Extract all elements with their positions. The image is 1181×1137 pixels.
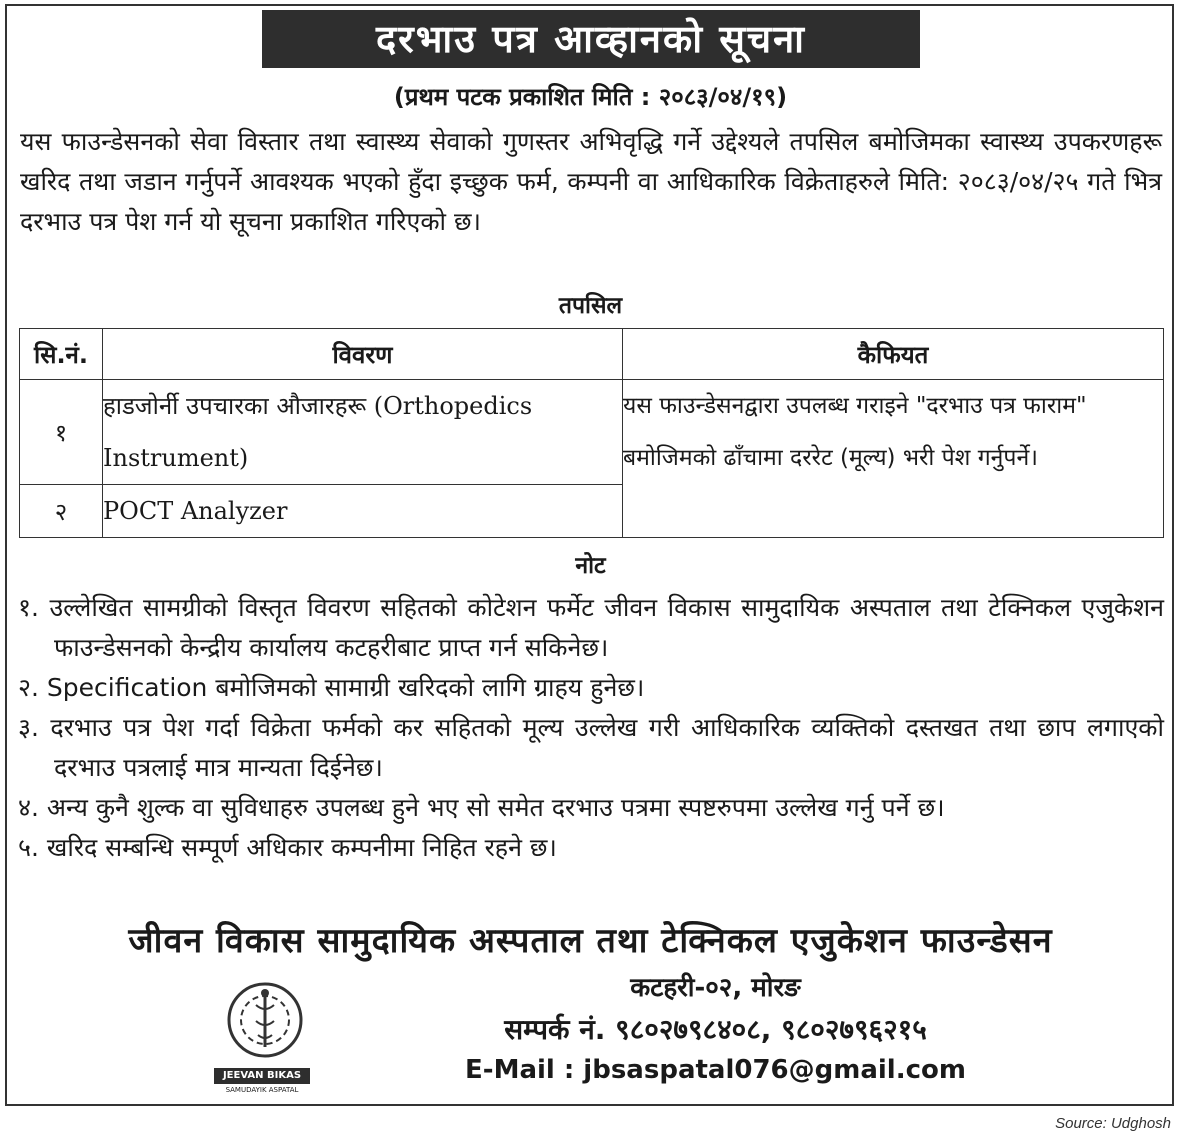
row-sn: १ xyxy=(20,380,103,485)
notes-list xyxy=(18,588,1164,868)
row-sn: २ xyxy=(20,485,103,538)
row-description-line: Instrument) xyxy=(103,444,249,472)
header-remarks: कैफियत xyxy=(623,329,1164,380)
row-description-line: हाडजोर्नी उपचारका औजारहरू (Orthopedics xyxy=(103,392,533,420)
intro-paragraph: यस फाउन्डेसनको सेवा विस्तार तथा स्वास्थ्य सेवाको गुणस्तर अभिवृद्धि गर्ने उद्देश्यले तपसिल बमोजिमका स्वास्थ्य उपकरणहरू खरिद तथा जडान गर्नुपर्ने आवश्यक भएको हुँदा इच्छुक फर्म, कम्पनी वा आधिकारिक विक्रेताहरुले मिति: २०८३/०४/२५ गते भित्र दरभाउ पत्र पेश गर्न यो सूचना प्रकाशित गरिएको छ। xyxy=(20,127,1162,236)
header-description: विवरण xyxy=(103,329,623,380)
notes-heading: नोट xyxy=(575,553,606,579)
source-credit: Source: Udghosh xyxy=(1055,1115,1171,1132)
published-date: (प्रथम पटक प्रकाशित मिति : २०८३/०४/१९) xyxy=(393,83,788,111)
organization-name: जीवन विकास सामुदायिक अस्पताल तथा टेक्निकल एजुकेशन फाउन्डेसन xyxy=(128,921,1053,961)
address: कटहरी-०२, मोरङ xyxy=(630,973,801,1003)
row-description xyxy=(103,380,623,485)
table-row xyxy=(20,380,1164,485)
row-description: POCT Analyzer xyxy=(103,485,623,538)
contact-numbers: सम्पर्क नं. ९८०२७९८४०८, ९८०२७९६२१५ xyxy=(504,1013,927,1046)
table-header-row xyxy=(20,329,1164,380)
note-item: २. Specification बमोजिमको सामाग्री खरिदको लागि ग्राहय हुनेछ। xyxy=(18,673,645,702)
note-item: ५. खरिद सम्बन्धि सम्पूर्ण अधिकार कम्पनीमा निहित रहने छ। xyxy=(18,833,557,862)
items-table xyxy=(19,328,1164,538)
email-address: E-Mail : jbsaspatal076@gmail.com xyxy=(465,1055,966,1085)
header-sn: सि.नं. xyxy=(20,329,103,380)
schedule-heading: तपसिल xyxy=(558,293,623,319)
note-item: ४. अन्य कुनै शुल्क वा सुविधाहरु उपलब्ध हुने भए सो समेत दरभाउ पत्रमा स्पष्टरुपमा उल्लेख गर्नु पर्ने छ। xyxy=(18,793,945,822)
row-remarks: यस फाउन्डेसनद्वारा उपलब्ध गराइने "दरभाउ पत्र फाराम" बमोजिमको ढाँचामा दररेट (मूल्य) भरी पेश गर्नुपर्ने। xyxy=(623,380,1164,538)
logo-name: JEEVAN BIKAS xyxy=(214,1068,310,1084)
notice-title: दरभाउ पत्र आव्हानको सूचना xyxy=(262,10,920,68)
note-item: ३. दरभाउ पत्र पेश गर्दा विक्रेता फर्मको कर सहितको मूल्य उल्लेख गरी आधिकारिक व्यक्तिको दस्तखत तथा छाप लगाएको दरभाउ पत्रलाई मात्र मान्यता दिईनेछ। xyxy=(18,713,1164,782)
note-item: १. उल्लेखित सामग्रीको विस्तृत विवरण सहितको कोटेशन फर्मेट जीवन विकास सामुदायिक अस्पताल तथा टेक्निकल एजुकेशन फाउन्डेसनको केन्द्रीय कार्यालय कटहरीबाट प्राप्त गर्न सकिनेछ। xyxy=(18,593,1164,662)
logo-subtext: SAMUDAYIK ASPATAL xyxy=(225,1086,299,1094)
